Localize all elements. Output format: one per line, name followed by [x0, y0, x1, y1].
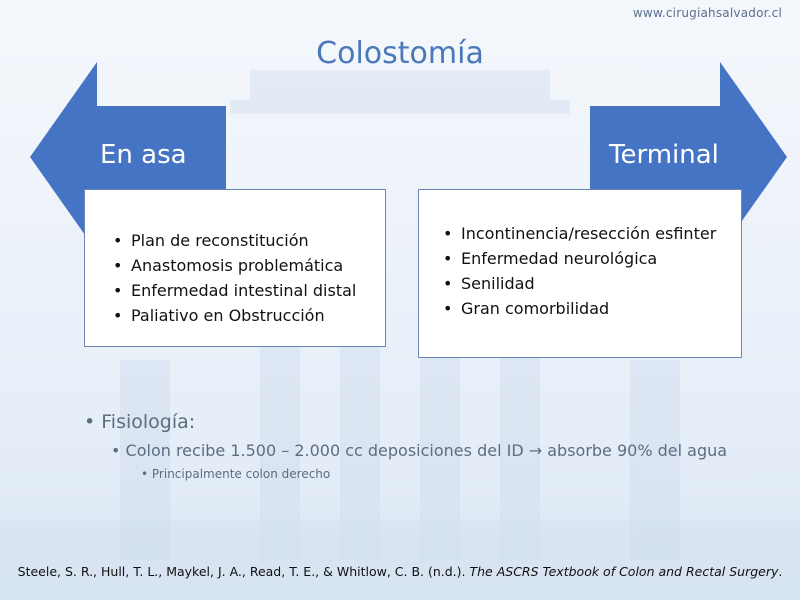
physiology-heading: • Fisiología: [84, 411, 196, 433]
list-item: • Anastomosis problemática [109, 253, 356, 278]
physiology-heading-text: Fisiología: [101, 411, 196, 433]
list-item: • Paliativo en Obstrucción [109, 303, 356, 328]
loop-colostomy-indications-box [84, 189, 386, 347]
list-item: • Incontinencia/resección esfinter [439, 221, 729, 246]
reference-book-title: The ASCRS Textbook of Colon and Rectal Surgery [469, 564, 779, 579]
right-arrow-icon: → [528, 441, 543, 460]
loop-arrow-label: En asa [100, 140, 187, 170]
reference-authors: Steele, S. R., Hull, T. L., Maykel, J. A., Read, T. E., & Whitlow, C. B. (n.d.). [17, 564, 466, 579]
slide-title: Colostomía [316, 36, 484, 71]
absorption-text: absorbe 90% del agua [547, 441, 728, 460]
list-item: • Gran comorbilidad [439, 296, 729, 321]
end-colostomy-indications-box [418, 189, 742, 358]
list-item: • Senilidad [439, 271, 729, 296]
website-watermark: www.cirugiahsalvador.cl [632, 6, 782, 20]
physiology-line-right-colon: • Principalmente colon derecho [141, 467, 331, 481]
reference-end: . [778, 564, 783, 579]
list-item: • Enfermedad intestinal distal [109, 278, 356, 303]
right-colon-text: Principalmente colon derecho [151, 467, 331, 481]
reference-citation [0, 564, 800, 579]
colon-intake-text: Colon recibe 1.500 – 2.000 cc deposiciones del ID [125, 441, 524, 460]
loop-indications-list [109, 228, 356, 328]
end-indications-list [439, 221, 729, 321]
end-arrow-label: Terminal [609, 140, 719, 170]
physiology-line-colon: • Colon recibe 1.500 – 2.000 cc deposiciones del ID → absorbe 90% del agua [111, 441, 728, 460]
list-item: • Enfermedad neurológica [439, 246, 729, 271]
list-item: • Plan de reconstitución [109, 228, 356, 253]
